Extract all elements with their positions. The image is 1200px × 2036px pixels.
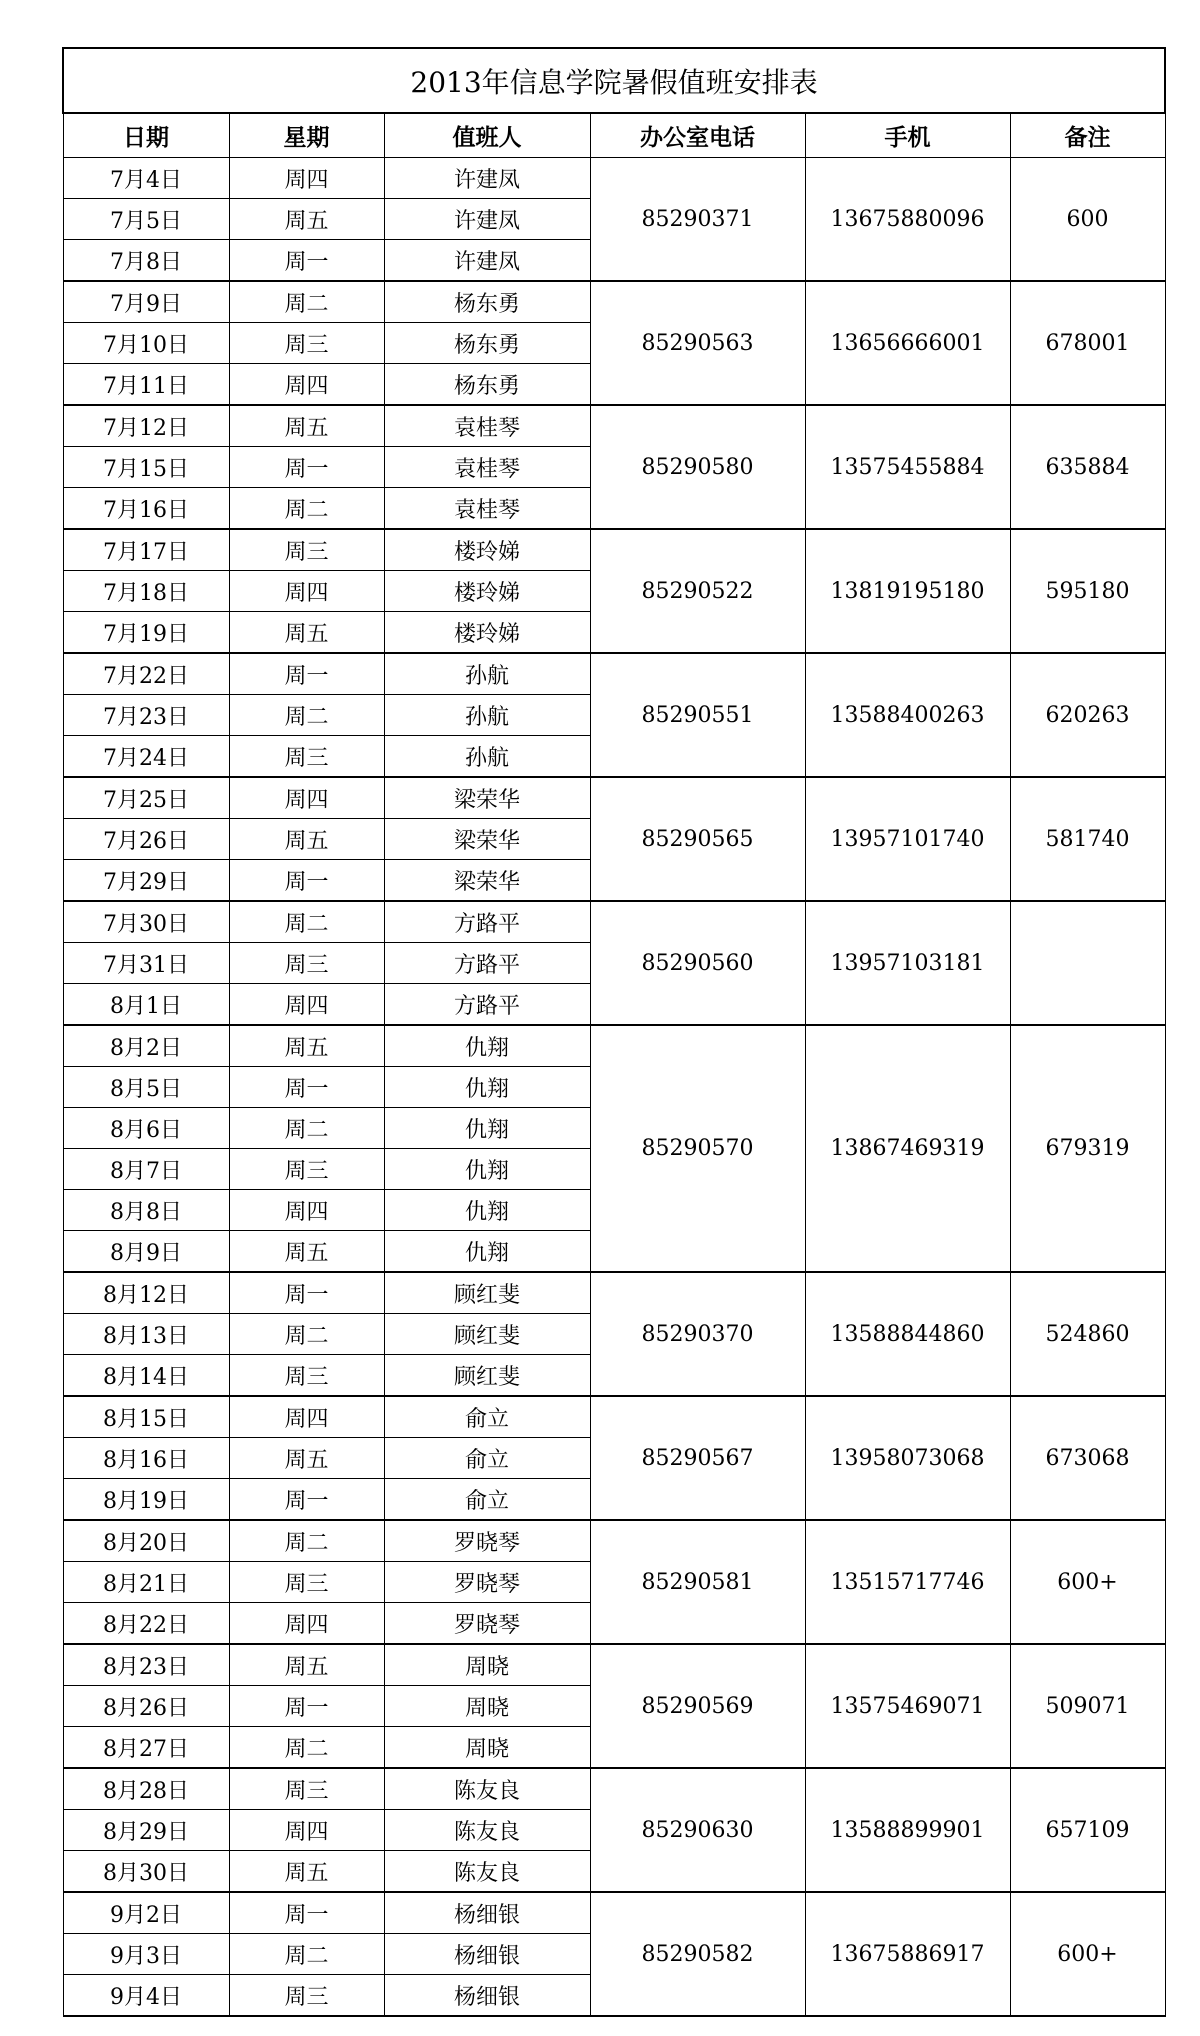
header-date: 日期: [63, 113, 229, 158]
person-cell: 袁桂琴: [384, 447, 590, 488]
weekday-cell: 周五: [229, 199, 384, 240]
date-cell: 7月10日: [63, 323, 229, 364]
weekday-cell: 周三: [229, 1355, 384, 1397]
date-cell: 8月1日: [63, 984, 229, 1026]
date-cell: 8月6日: [63, 1108, 229, 1149]
person-cell: 杨东勇: [384, 323, 590, 364]
date-cell: 7月30日: [63, 901, 229, 943]
date-cell: 7月24日: [63, 736, 229, 778]
mobile-cell: 13958073068: [805, 1396, 1010, 1520]
note-cell: 524860: [1010, 1272, 1165, 1396]
person-cell: 梁荣华: [384, 819, 590, 860]
mobile-cell: 13588844860: [805, 1272, 1010, 1396]
weekday-cell: 周四: [229, 364, 384, 406]
weekday-cell: 周三: [229, 1562, 384, 1603]
office-phone-cell: 85290581: [590, 1520, 805, 1644]
date-cell: 8月23日: [63, 1644, 229, 1686]
person-cell: 陈友良: [384, 1768, 590, 1810]
mobile-cell: 13957101740: [805, 777, 1010, 901]
date-cell: 8月30日: [63, 1851, 229, 1893]
weekday-cell: 周五: [229, 612, 384, 654]
date-cell: 7月9日: [63, 281, 229, 323]
date-cell: 8月12日: [63, 1272, 229, 1314]
person-cell: 楼玲娣: [384, 571, 590, 612]
table-row: [63, 653, 1165, 695]
weekday-cell: 周四: [229, 158, 384, 199]
date-cell: 8月22日: [63, 1603, 229, 1645]
weekday-cell: 周五: [229, 405, 384, 447]
person-cell: 梁荣华: [384, 860, 590, 902]
person-cell: 周晓: [384, 1686, 590, 1727]
date-cell: 8月8日: [63, 1190, 229, 1231]
office-phone-cell: 85290551: [590, 653, 805, 777]
person-cell: 孙航: [384, 736, 590, 778]
weekday-cell: 周一: [229, 860, 384, 902]
office-phone-cell: 85290569: [590, 1644, 805, 1768]
date-cell: 8月14日: [63, 1355, 229, 1397]
weekday-cell: 周一: [229, 1067, 384, 1108]
header-note: 备注: [1010, 113, 1165, 158]
person-cell: 罗晓琴: [384, 1562, 590, 1603]
weekday-cell: 周四: [229, 1603, 384, 1645]
table-row: [63, 901, 1165, 943]
date-cell: 7月22日: [63, 653, 229, 695]
note-cell: [1010, 901, 1165, 1025]
table-row: [63, 158, 1165, 199]
note-cell: 673068: [1010, 1396, 1165, 1520]
office-phone-cell: 85290630: [590, 1768, 805, 1892]
weekday-cell: 周五: [229, 1025, 384, 1067]
weekday-cell: 周四: [229, 984, 384, 1026]
table-row: [63, 1025, 1165, 1067]
weekday-cell: 周五: [229, 1438, 384, 1479]
date-cell: 7月23日: [63, 695, 229, 736]
header-row: [63, 113, 1165, 158]
person-cell: 杨东勇: [384, 364, 590, 406]
weekday-cell: 周四: [229, 777, 384, 819]
mobile-cell: 13656666001: [805, 281, 1010, 405]
weekday-cell: 周一: [229, 1892, 384, 1934]
date-cell: 8月29日: [63, 1810, 229, 1851]
office-phone-cell: 85290580: [590, 405, 805, 529]
date-cell: 7月18日: [63, 571, 229, 612]
note-cell: 600: [1010, 158, 1165, 282]
date-cell: 8月28日: [63, 1768, 229, 1810]
mobile-cell: 13819195180: [805, 529, 1010, 653]
weekday-cell: 周四: [229, 1396, 384, 1438]
date-cell: 7月19日: [63, 612, 229, 654]
person-cell: 顾红斐: [384, 1314, 590, 1355]
office-phone-cell: 85290371: [590, 158, 805, 282]
person-cell: 杨细银: [384, 1892, 590, 1934]
note-cell: 679319: [1010, 1025, 1165, 1272]
office-phone-cell: 85290570: [590, 1025, 805, 1272]
person-cell: 仇翔: [384, 1190, 590, 1231]
person-cell: 楼玲娣: [384, 529, 590, 571]
person-cell: 许建凤: [384, 240, 590, 282]
date-cell: 8月5日: [63, 1067, 229, 1108]
mobile-cell: 13515717746: [805, 1520, 1010, 1644]
header-weekday: 星期: [229, 113, 384, 158]
date-cell: 9月2日: [63, 1892, 229, 1934]
person-cell: 俞立: [384, 1396, 590, 1438]
date-cell: 7月8日: [63, 240, 229, 282]
person-cell: 许建凤: [384, 199, 590, 240]
person-cell: 罗晓琴: [384, 1520, 590, 1562]
weekday-cell: 周一: [229, 240, 384, 282]
date-cell: 7月12日: [63, 405, 229, 447]
person-cell: 罗晓琴: [384, 1603, 590, 1645]
date-cell: 8月16日: [63, 1438, 229, 1479]
person-cell: 陈友良: [384, 1810, 590, 1851]
note-cell: 600+: [1010, 1892, 1165, 2016]
weekday-cell: 周二: [229, 1727, 384, 1769]
date-cell: 7月25日: [63, 777, 229, 819]
weekday-cell: 周三: [229, 1149, 384, 1190]
duty-schedule-table: [62, 47, 1166, 2017]
office-phone-cell: 85290370: [590, 1272, 805, 1396]
office-phone-cell: 85290560: [590, 901, 805, 1025]
weekday-cell: 周三: [229, 1768, 384, 1810]
date-cell: 7月17日: [63, 529, 229, 571]
weekday-cell: 周一: [229, 653, 384, 695]
person-cell: 杨东勇: [384, 281, 590, 323]
date-cell: 8月7日: [63, 1149, 229, 1190]
weekday-cell: 周一: [229, 447, 384, 488]
table-row: [63, 1520, 1165, 1562]
date-cell: 7月15日: [63, 447, 229, 488]
weekday-cell: 周四: [229, 571, 384, 612]
date-cell: 8月19日: [63, 1479, 229, 1521]
person-cell: 俞立: [384, 1479, 590, 1521]
date-cell: 8月20日: [63, 1520, 229, 1562]
mobile-cell: 13957103181: [805, 901, 1010, 1025]
mobile-cell: 13675886917: [805, 1892, 1010, 2016]
person-cell: 许建凤: [384, 158, 590, 199]
header-office-phone: 办公室电话: [590, 113, 805, 158]
weekday-cell: 周二: [229, 695, 384, 736]
table-row: [63, 529, 1165, 571]
table-row: [63, 405, 1165, 447]
note-cell: 635884: [1010, 405, 1165, 529]
person-cell: 方路平: [384, 943, 590, 984]
person-cell: 楼玲娣: [384, 612, 590, 654]
date-cell: 9月4日: [63, 1975, 229, 2017]
mobile-cell: 13675880096: [805, 158, 1010, 282]
person-cell: 袁桂琴: [384, 405, 590, 447]
date-cell: 7月16日: [63, 488, 229, 530]
weekday-cell: 周二: [229, 1108, 384, 1149]
note-cell: 600+: [1010, 1520, 1165, 1644]
mobile-cell: 13588400263: [805, 653, 1010, 777]
person-cell: 仇翔: [384, 1231, 590, 1273]
office-phone-cell: 85290565: [590, 777, 805, 901]
header-mobile: 手机: [805, 113, 1010, 158]
person-cell: 方路平: [384, 901, 590, 943]
weekday-cell: 周三: [229, 529, 384, 571]
person-cell: 孙航: [384, 695, 590, 736]
note-cell: 581740: [1010, 777, 1165, 901]
weekday-cell: 周一: [229, 1479, 384, 1521]
date-cell: 8月2日: [63, 1025, 229, 1067]
weekday-cell: 周三: [229, 323, 384, 364]
weekday-cell: 周二: [229, 1520, 384, 1562]
date-cell: 7月4日: [63, 158, 229, 199]
weekday-cell: 周四: [229, 1190, 384, 1231]
person-cell: 方路平: [384, 984, 590, 1026]
table-row: [63, 1768, 1165, 1810]
table-row: [63, 281, 1165, 323]
person-cell: 杨细银: [384, 1934, 590, 1975]
date-cell: 8月13日: [63, 1314, 229, 1355]
person-cell: 顾红斐: [384, 1272, 590, 1314]
person-cell: 俞立: [384, 1438, 590, 1479]
weekday-cell: 周二: [229, 1934, 384, 1975]
weekday-cell: 周二: [229, 901, 384, 943]
mobile-cell: 13575469071: [805, 1644, 1010, 1768]
date-cell: 8月21日: [63, 1562, 229, 1603]
weekday-cell: 周一: [229, 1686, 384, 1727]
weekday-cell: 周五: [229, 1231, 384, 1273]
person-cell: 仇翔: [384, 1108, 590, 1149]
person-cell: 仇翔: [384, 1067, 590, 1108]
person-cell: 周晓: [384, 1727, 590, 1769]
date-cell: 8月15日: [63, 1396, 229, 1438]
table-row: [63, 1272, 1165, 1314]
office-phone-cell: 85290522: [590, 529, 805, 653]
page-title: 2013年信息学院暑假值班安排表: [63, 48, 1165, 113]
table-row: [63, 1396, 1165, 1438]
weekday-cell: 周二: [229, 488, 384, 530]
person-cell: 仇翔: [384, 1149, 590, 1190]
date-cell: 7月26日: [63, 819, 229, 860]
person-cell: 梁荣华: [384, 777, 590, 819]
date-cell: 7月29日: [63, 860, 229, 902]
note-cell: 620263: [1010, 653, 1165, 777]
date-cell: 7月11日: [63, 364, 229, 406]
note-cell: 595180: [1010, 529, 1165, 653]
note-cell: 509071: [1010, 1644, 1165, 1768]
weekday-cell: 周三: [229, 943, 384, 984]
weekday-cell: 周五: [229, 819, 384, 860]
person-cell: 袁桂琴: [384, 488, 590, 530]
schedule-body: [63, 158, 1165, 2017]
header-person: 值班人: [384, 113, 590, 158]
date-cell: 9月3日: [63, 1934, 229, 1975]
person-cell: 周晓: [384, 1644, 590, 1686]
table-row: [63, 777, 1165, 819]
weekday-cell: 周四: [229, 1810, 384, 1851]
table-row: [63, 1892, 1165, 1934]
note-cell: 657109: [1010, 1768, 1165, 1892]
weekday-cell: 周一: [229, 1272, 384, 1314]
mobile-cell: 13867469319: [805, 1025, 1010, 1272]
weekday-cell: 周二: [229, 281, 384, 323]
person-cell: 仇翔: [384, 1025, 590, 1067]
mobile-cell: 13575455884: [805, 405, 1010, 529]
weekday-cell: 周五: [229, 1851, 384, 1893]
date-cell: 8月26日: [63, 1686, 229, 1727]
person-cell: 陈友良: [384, 1851, 590, 1893]
person-cell: 杨细银: [384, 1975, 590, 2017]
office-phone-cell: 85290582: [590, 1892, 805, 2016]
mobile-cell: 13588899901: [805, 1768, 1010, 1892]
weekday-cell: 周三: [229, 736, 384, 778]
table-row: [63, 1644, 1165, 1686]
weekday-cell: 周三: [229, 1975, 384, 2017]
person-cell: 孙航: [384, 653, 590, 695]
weekday-cell: 周五: [229, 1644, 384, 1686]
office-phone-cell: 85290563: [590, 281, 805, 405]
weekday-cell: 周二: [229, 1314, 384, 1355]
date-cell: 8月27日: [63, 1727, 229, 1769]
date-cell: 7月5日: [63, 199, 229, 240]
date-cell: 8月9日: [63, 1231, 229, 1273]
person-cell: 顾红斐: [384, 1355, 590, 1397]
note-cell: 678001: [1010, 281, 1165, 405]
date-cell: 7月31日: [63, 943, 229, 984]
office-phone-cell: 85290567: [590, 1396, 805, 1520]
